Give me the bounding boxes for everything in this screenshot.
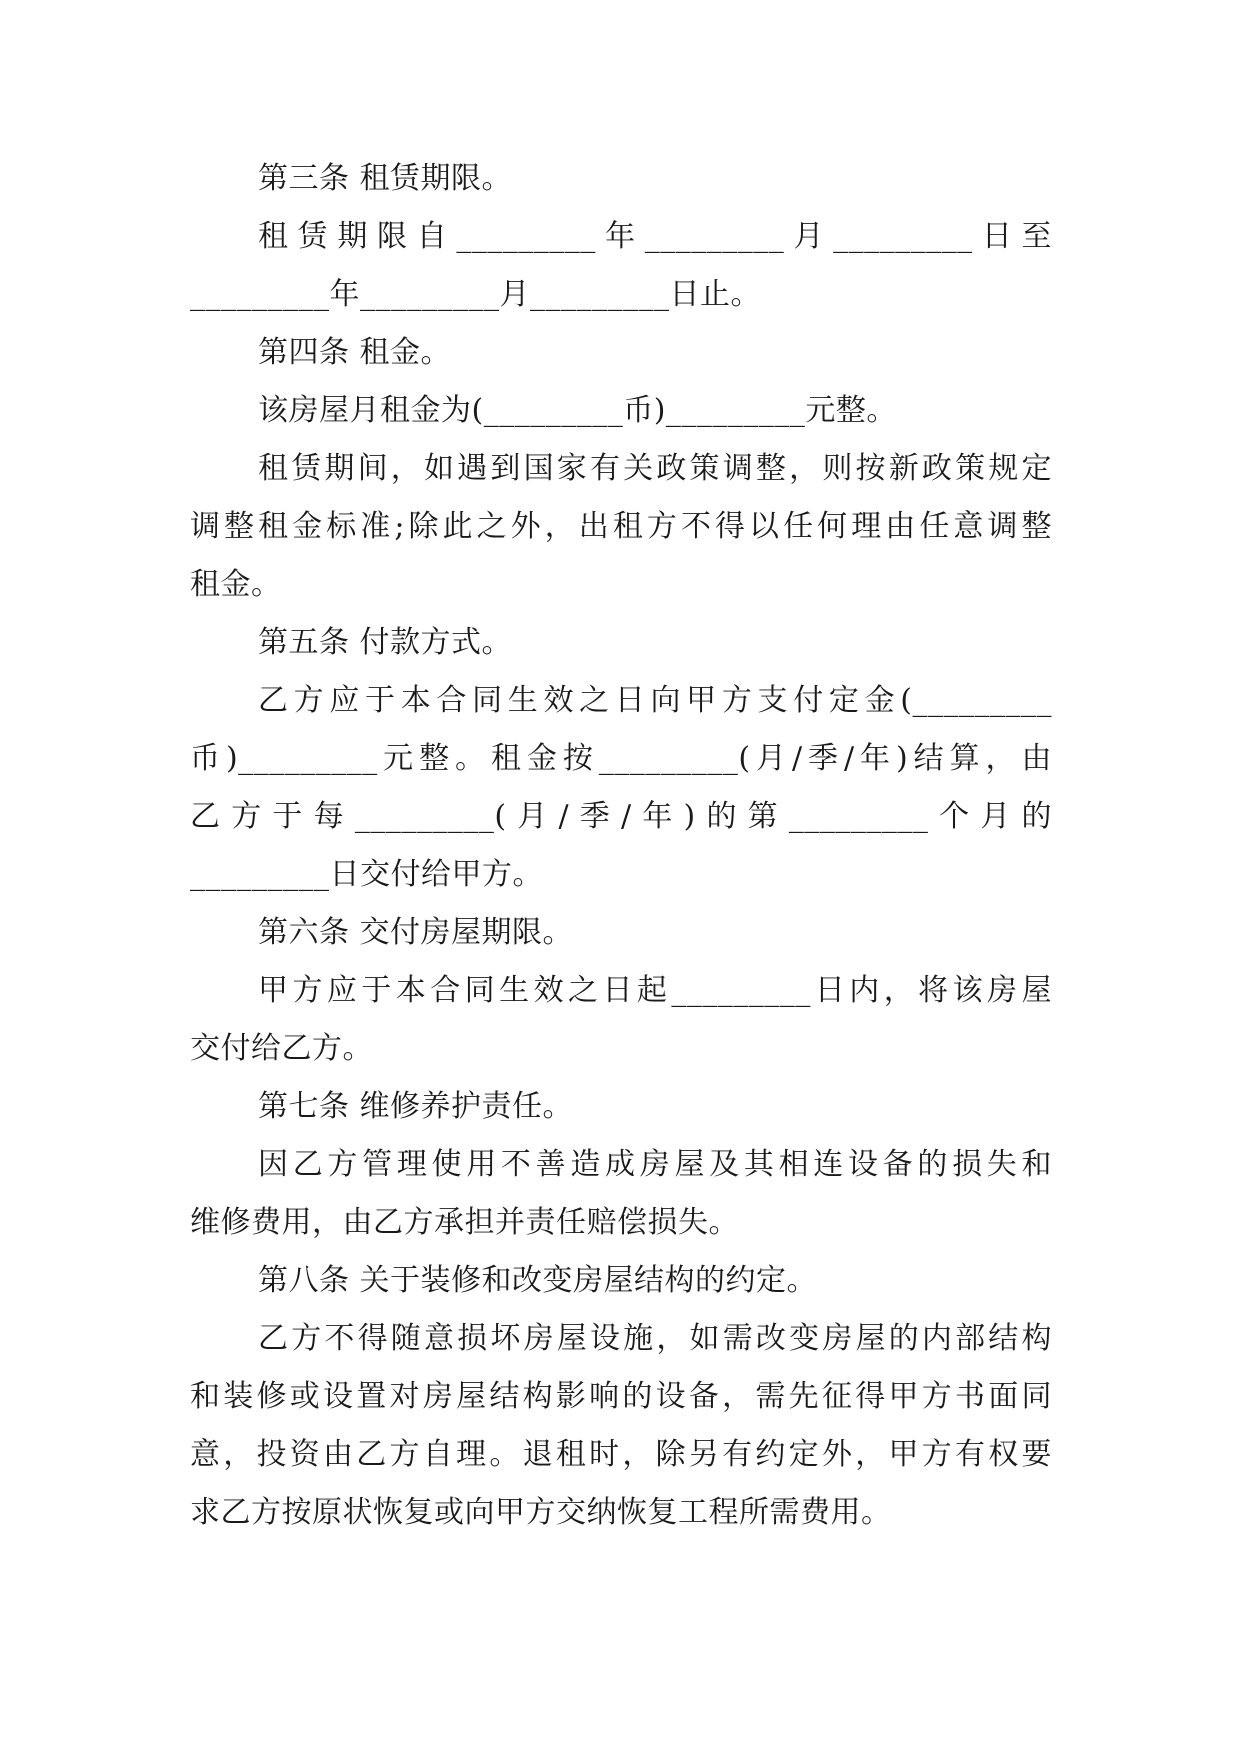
article-8-text: 和装修或设置对房屋结构影响的设备，需先征得甲方书面同: [190, 1379, 1052, 1414]
article-4-text: 租赁期间，如遇到国家有关政策调整，则按新政策规定: [258, 451, 1052, 486]
article-6-text: 交付给乙方。: [190, 1031, 373, 1066]
article-5-text: 乙方于每_________(月/季/年)的第_________个月的: [190, 799, 1052, 834]
article-5-text: _________日交付给甲方。: [190, 857, 543, 892]
article-6-text: 甲方应于本合同生效之日起_________日内，将该房屋: [258, 973, 1052, 1008]
article-3-text: 租赁期限自_________年_________月_________日至: [258, 219, 1052, 254]
article-4-text: 该房屋月租金为(_________币)_________元整。: [258, 393, 897, 428]
article-8-text: 求乙方按原状恢复或向甲方交纳恢复工程所需费用。: [190, 1495, 892, 1530]
article-7-text: 因乙方管理使用不善造成房屋及其相连设备的损失和: [258, 1147, 1052, 1182]
article-8-heading: 第八条 关于装修和改变房屋结构的约定。: [258, 1263, 818, 1298]
article-6-heading: 第六条 交付房屋期限。: [258, 915, 574, 950]
article-7-text: 维修费用，由乙方承担并责任赔偿损失。: [190, 1205, 739, 1240]
article-8-text: 乙方不得随意损坏房屋设施，如需改变房屋的内部结构: [258, 1321, 1052, 1356]
article-4-heading: 第四条 租金。: [258, 335, 452, 370]
article-7-heading: 第七条 维修养护责任。: [258, 1089, 574, 1124]
article-5-text: 币)_________元整。租金按_________(月/季/年)结算，由: [190, 741, 1052, 776]
article-3-heading: 第三条 租赁期限。: [258, 161, 513, 196]
document-page: [190, 150, 1052, 1542]
article-5-text: 乙方应于本合同生效之日向甲方支付定金(_________: [258, 683, 1052, 718]
article-4-text: 租金。: [190, 567, 282, 602]
article-3-text: _________年_________月_________日止。: [190, 277, 761, 312]
article-5-heading: 第五条 付款方式。: [258, 625, 513, 660]
article-8-text: 意，投资由乙方自理。退租时，除另有约定外，甲方有权要: [190, 1437, 1052, 1472]
article-4-text: 调整租金标准;除此之外，出租方不得以任何理由任意调整: [190, 509, 1052, 544]
